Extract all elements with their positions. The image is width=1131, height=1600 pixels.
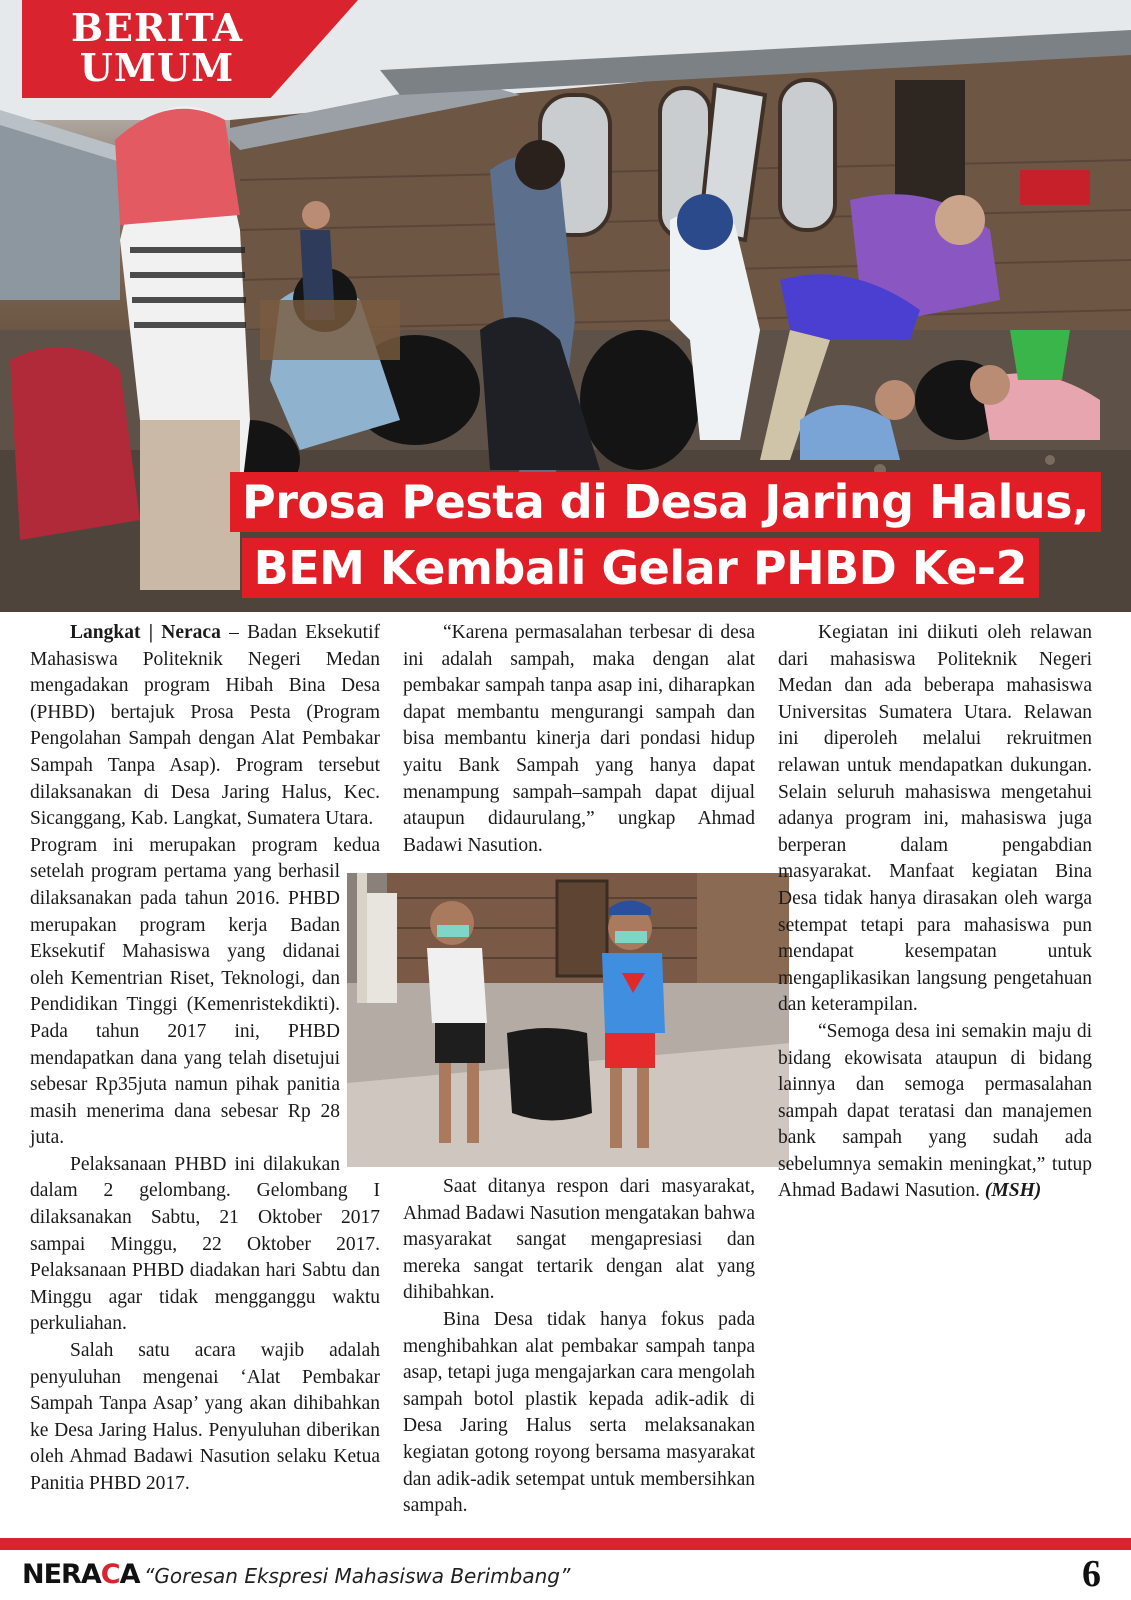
article-paragraph-6: Saat ditanya respon dari masyarakat, Ahmad Badawi Nasution mengatakan bahwa masyarakat sangat mengapresiasi dan mereka sangat tertarik dengan alat yang dihibahkan. [403,1176,755,1304]
section-label-line1: BERITA [70,5,244,50]
section-label [52,5,262,90]
footer-logo-main: NERA [22,1559,101,1590]
article-paragraph-2: Program ini merupakan program kedua setelah program pertama yang berhasil dilaksanakan pada tahun 2016. PHBD merupakan program kerja Badan Eksekutif Mahasiswa yang didanai oleh Kementrian Riset, Teknologi, dan Pendidikan Tinggi (Kemenristekdikti). Pada tahun 2017 ini, PHBD mendapatkan dana yang telah disetujui sebesar Rp35juta namun pihak panitia masih menerima dana sebesar Rp 28 juta. [30,834,380,1149]
inset-spacer [403,872,796,1174]
headline-line-1: Prosa Pesta di Desa Jaring Halus, [230,472,1101,532]
page-number: 6 [1082,1553,1101,1595]
section-label-line2: UMUM [79,45,235,90]
inset-spacer [340,872,380,1174]
article-paragraph-5: “Karena permasalahan terbesar di desa ini adalah sampah, maka dengan alat pembakar sampah tanpa asap ini, diharapkan dapat membantu mengurangi sampah dan bisa membantu kinerja dari pondasi hidup yaitu Bank Sampah yang hanya dapat menampung sampah–sampah dapat dijual ataupun didaurulang,” ungkap Ahmad Badawi Nasution. [403,622,755,856]
footer-logo [22,1559,139,1590]
article-paragraph-1-text: – Badan Eksekutif Mahasiswa Politeknik Negeri Medan mengadakan program Hibah Bina Desa (PHBD) bertajuk Prosa Pesta (Program Pengolahan Sampah dengan Alat Pembakar Sampah Tanpa Asap). Program tersebut dilaksanakan di Desa Jaring Halus, Kec. Sicanggang, Kab. Langkat, Sumatera Utara. [30,622,380,830]
article-paragraph-9-text: “Semoga desa ini semakin maju di bidang ekowisata ataupun di bidang lainnya dan semoga permasalahan sampah dapat teratasi dan manajemen bank sampah yang sudah ada sebelumnya semakin meningkat,” tutup Ahmad Badawi Nasution. [778,1020,1092,1202]
article-column-1 [30,620,380,1498]
article-paragraph-7: Bina Desa tidak hanya fokus pada menghibahkan alat pembakar sampah tanpa asap, tetapi juga mengajarkan cara mengolah sampah botol plastik kepada adik-adik di Desa Jaring Halus serta melaksanakan kegiatan gotong royong bersama masyarakat dan adik-adik setempat untuk membersihkan sampah. [403,1308,755,1517]
headline-line-2: BEM Kembali Gelar PHBD Ke-2 [242,538,1039,598]
article-paragraph-8: Kegiatan ini diikuti oleh relawan dari mahasiswa Politeknik Negeri Medan dan ada beberapa mahasiswa Universitas Sumatera Utara. Relawan ini diperoleh melalui rekruitmen relawan untuk mendapatkan dukungan. Selain seluruh mahasiswa mengetahui adanya program ini, mahasiswa juga berperan dalam pengabdian masyarakat. Manfaat kegiatan Bina Desa tidak hanya dirasakan oleh warga setempat tetapi para mahasiswa pun mendapat kesempatan untuk mengaplikasikan langsung pengetahuan dan keterampilan. [778,622,1092,1016]
article-paragraph-3: Pelaksanaan PHBD ini dilakukan dalam 2 gelombang. Gelombang I dilaksanakan Sabtu, 21 Oktober 2017 sampai Minggu, 22 Oktober 2017. Pelaksanaan PHBD diadakan hari Sabtu dan Minggu agar tidak mengganggu waktu perkuliahan. [30,1153,380,1335]
article-paragraph-9 [778,1019,1092,1205]
footer-logo-end: A [119,1559,140,1590]
footer-logo-accent: C [100,1559,120,1590]
hero-photo [0,0,1131,612]
footer-tagline: “Goresan Ekspresi Mahasiswa Berimbang” [144,1564,571,1588]
article-column-3 [778,620,1092,1205]
footer-rule [0,1538,1131,1550]
article-credit: (MSH) [984,1180,1042,1202]
article-column-2 [403,620,755,1520]
article-paragraph-4: Salah satu acara wajib adalah penyuluhan mengenai ‘Alat Pembakar Sampah Tanpa Asap’ yang akan dihibahkan ke Desa Jaring Halus. Penyuluhan diberikan oleh Ahmad Badawi Nasution selaku Ketua Panitia PHBD 2017. [30,1340,380,1494]
article-dateline: Langkat | Neraca [70,622,221,643]
article-paragraph-1 [30,620,380,833]
